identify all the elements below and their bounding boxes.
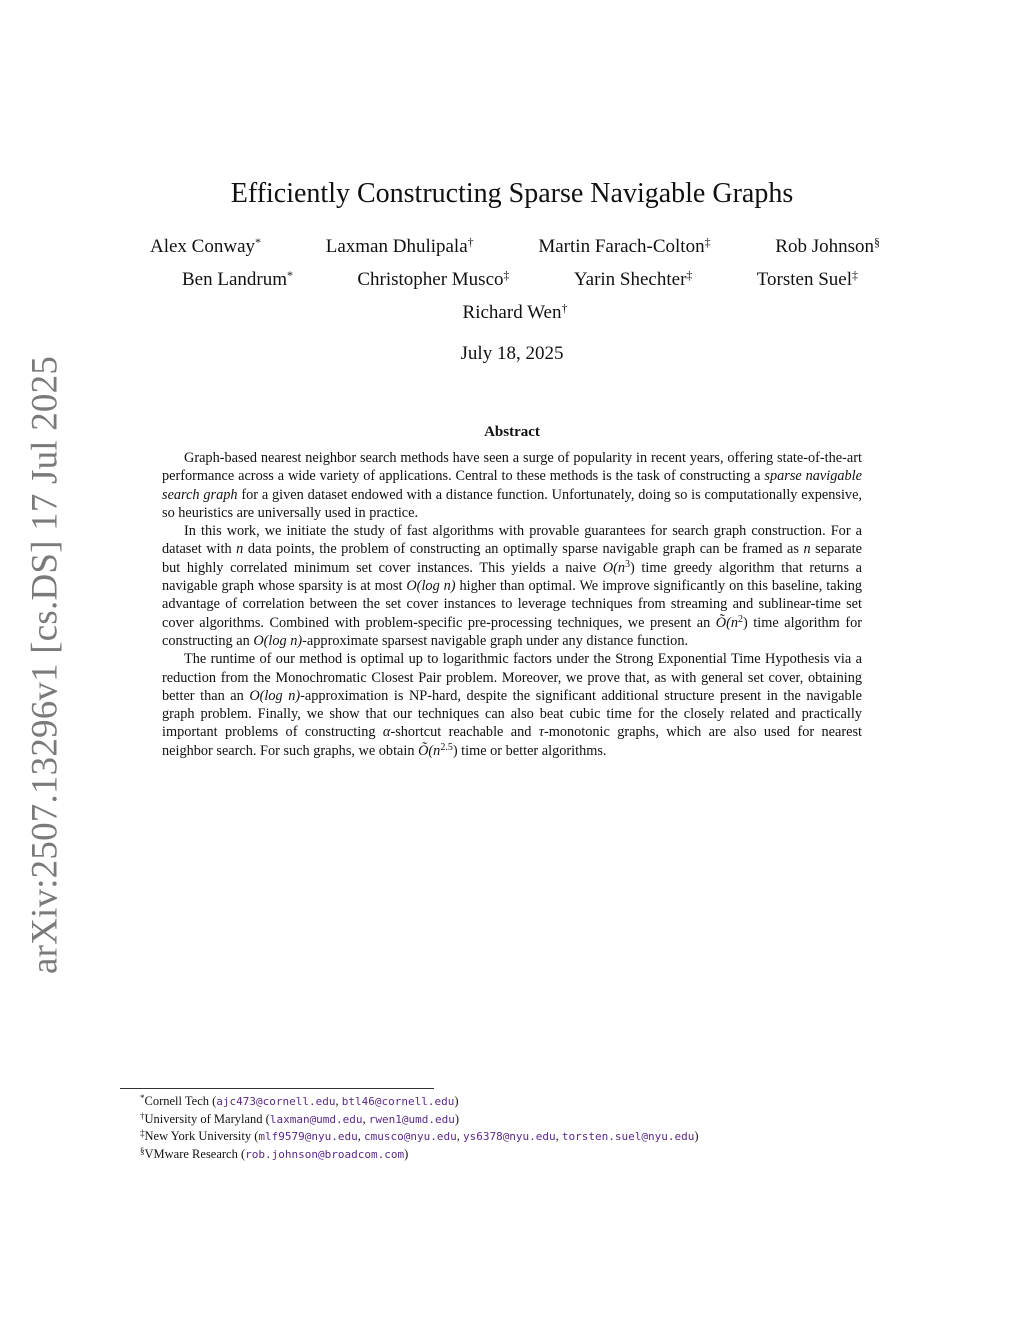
author-row — [150, 269, 880, 302]
author: Rob Johnson§ — [775, 235, 880, 257]
email-link[interactable]: ys6378@nyu.edu — [462, 1130, 556, 1143]
author: Alex Conway* — [150, 235, 262, 257]
author-row — [150, 302, 880, 335]
author: Christopher Musco‡ — [357, 268, 510, 290]
author-list — [150, 236, 880, 335]
abstract-paragraph: Graph-based nearest neighbor search methods have seen a surge of popularity in recent years, offering state-of-the-art performance across a wide variety of applications. Central to these methods is the task of constructing a sparse navigable search graph for a given dataset endowed with a distance function. Unfortunately, doing so is computationally expensive, so heuristics are universally used in practice. — [162, 450, 862, 521]
footnote-affiliation: §VMware Research (rob.johnson@broadcom.com) — [140, 1145, 409, 1161]
email-link[interactable]: torsten.suel@nyu.edu — [561, 1130, 695, 1143]
footnote-affiliation: ‡New York University (mlf9579@nyu.edu, cmusco@nyu.edu, ys6378@nyu.edu, torsten.suel@nyu.edu) — [140, 1128, 699, 1143]
footnote-affiliation: *Cornell Tech (ajc473@cornell.edu, btl46@cornell.edu) — [140, 1093, 459, 1108]
abstract-heading: Abstract — [484, 424, 540, 440]
abstract-body — [162, 449, 862, 760]
footnotes — [140, 1093, 900, 1163]
author: Yarin Shechter‡ — [573, 268, 693, 290]
publication-date: July 18, 2025 — [460, 343, 564, 364]
author: Laxman Dhulipala† — [325, 235, 474, 257]
email-link[interactable]: cmusco@nyu.edu — [363, 1130, 457, 1143]
email-link[interactable]: rob.johnson@broadcom.com — [245, 1147, 405, 1161]
email-link[interactable]: ajc473@cornell.edu — [216, 1095, 336, 1108]
abstract-paragraph: The runtime of our method is optimal up to logarithmic factors under the Strong Exponential Time Hypothesis via a reduction from the Monochromatic Closest Pair problem. Moreover, we prove that, as with general set cover, obtaining better than an O(log n)-approximation is NP-hard, despite the significant additional structure present in the navigable graph problem. Finally, we show that our techniques can also beat cubic time for the closely related and practically important problems of constructing α-shortcut reachable and τ-monotonic graphs, which are also used for nearest neighbor search. For such graphs, we obtain $Õ(n^{2.5})$ time or better algorithms. — [162, 651, 862, 759]
author: Richard Wen† — [462, 301, 568, 323]
author: Ben Landrum* — [182, 268, 294, 290]
email-link[interactable]: laxman@umd.edu — [269, 1112, 363, 1126]
author: Torsten Suel‡ — [756, 268, 858, 290]
arxiv-identifier-stamp[interactable]: arXiv:2507.13296v1 [cs.DS] 17 Jul 2025 — [24, 355, 66, 975]
email-link[interactable]: mlf9579@nyu.edu — [258, 1130, 358, 1143]
email-link[interactable]: btl46@cornell.edu — [341, 1095, 455, 1108]
abstract-paragraph: In this work, we initiate the study of fast algorithms with provable guarantees for search graph construction. For a dataset with n data points, the problem of constructing an optimally sparse navigable graph can be framed as n separate but highly correlated minimum set cover instances. This yields a naive $O(n^3)$ time greedy algorithm that returns a navigable graph whose sparsity is at most O(log n) higher than optimal. We improve significantly on this baseline, taking advantage of correlation between the set cover instances to leverage techniques from streaming and sublinear-time set cover algorithms. Combined with problem-specific pre-processing techniques, we present an $Õ(n^2)$ time algorithm for constructing an O(log n)-approximate sparsest navigable graph under any distance function. — [162, 523, 863, 649]
paper-title: Efficiently Constructing Sparse Navigable Graphs — [230, 178, 794, 209]
email-link[interactable]: rwen1@umd.edu — [368, 1112, 455, 1126]
author-row — [150, 236, 880, 269]
footnote-separator — [120, 1088, 434, 1089]
footnote-affiliation: †University of Maryland (laxman@umd.edu, rwen1@umd.edu) — [140, 1110, 460, 1126]
author: Martin Farach-Colton‡ — [538, 235, 711, 257]
